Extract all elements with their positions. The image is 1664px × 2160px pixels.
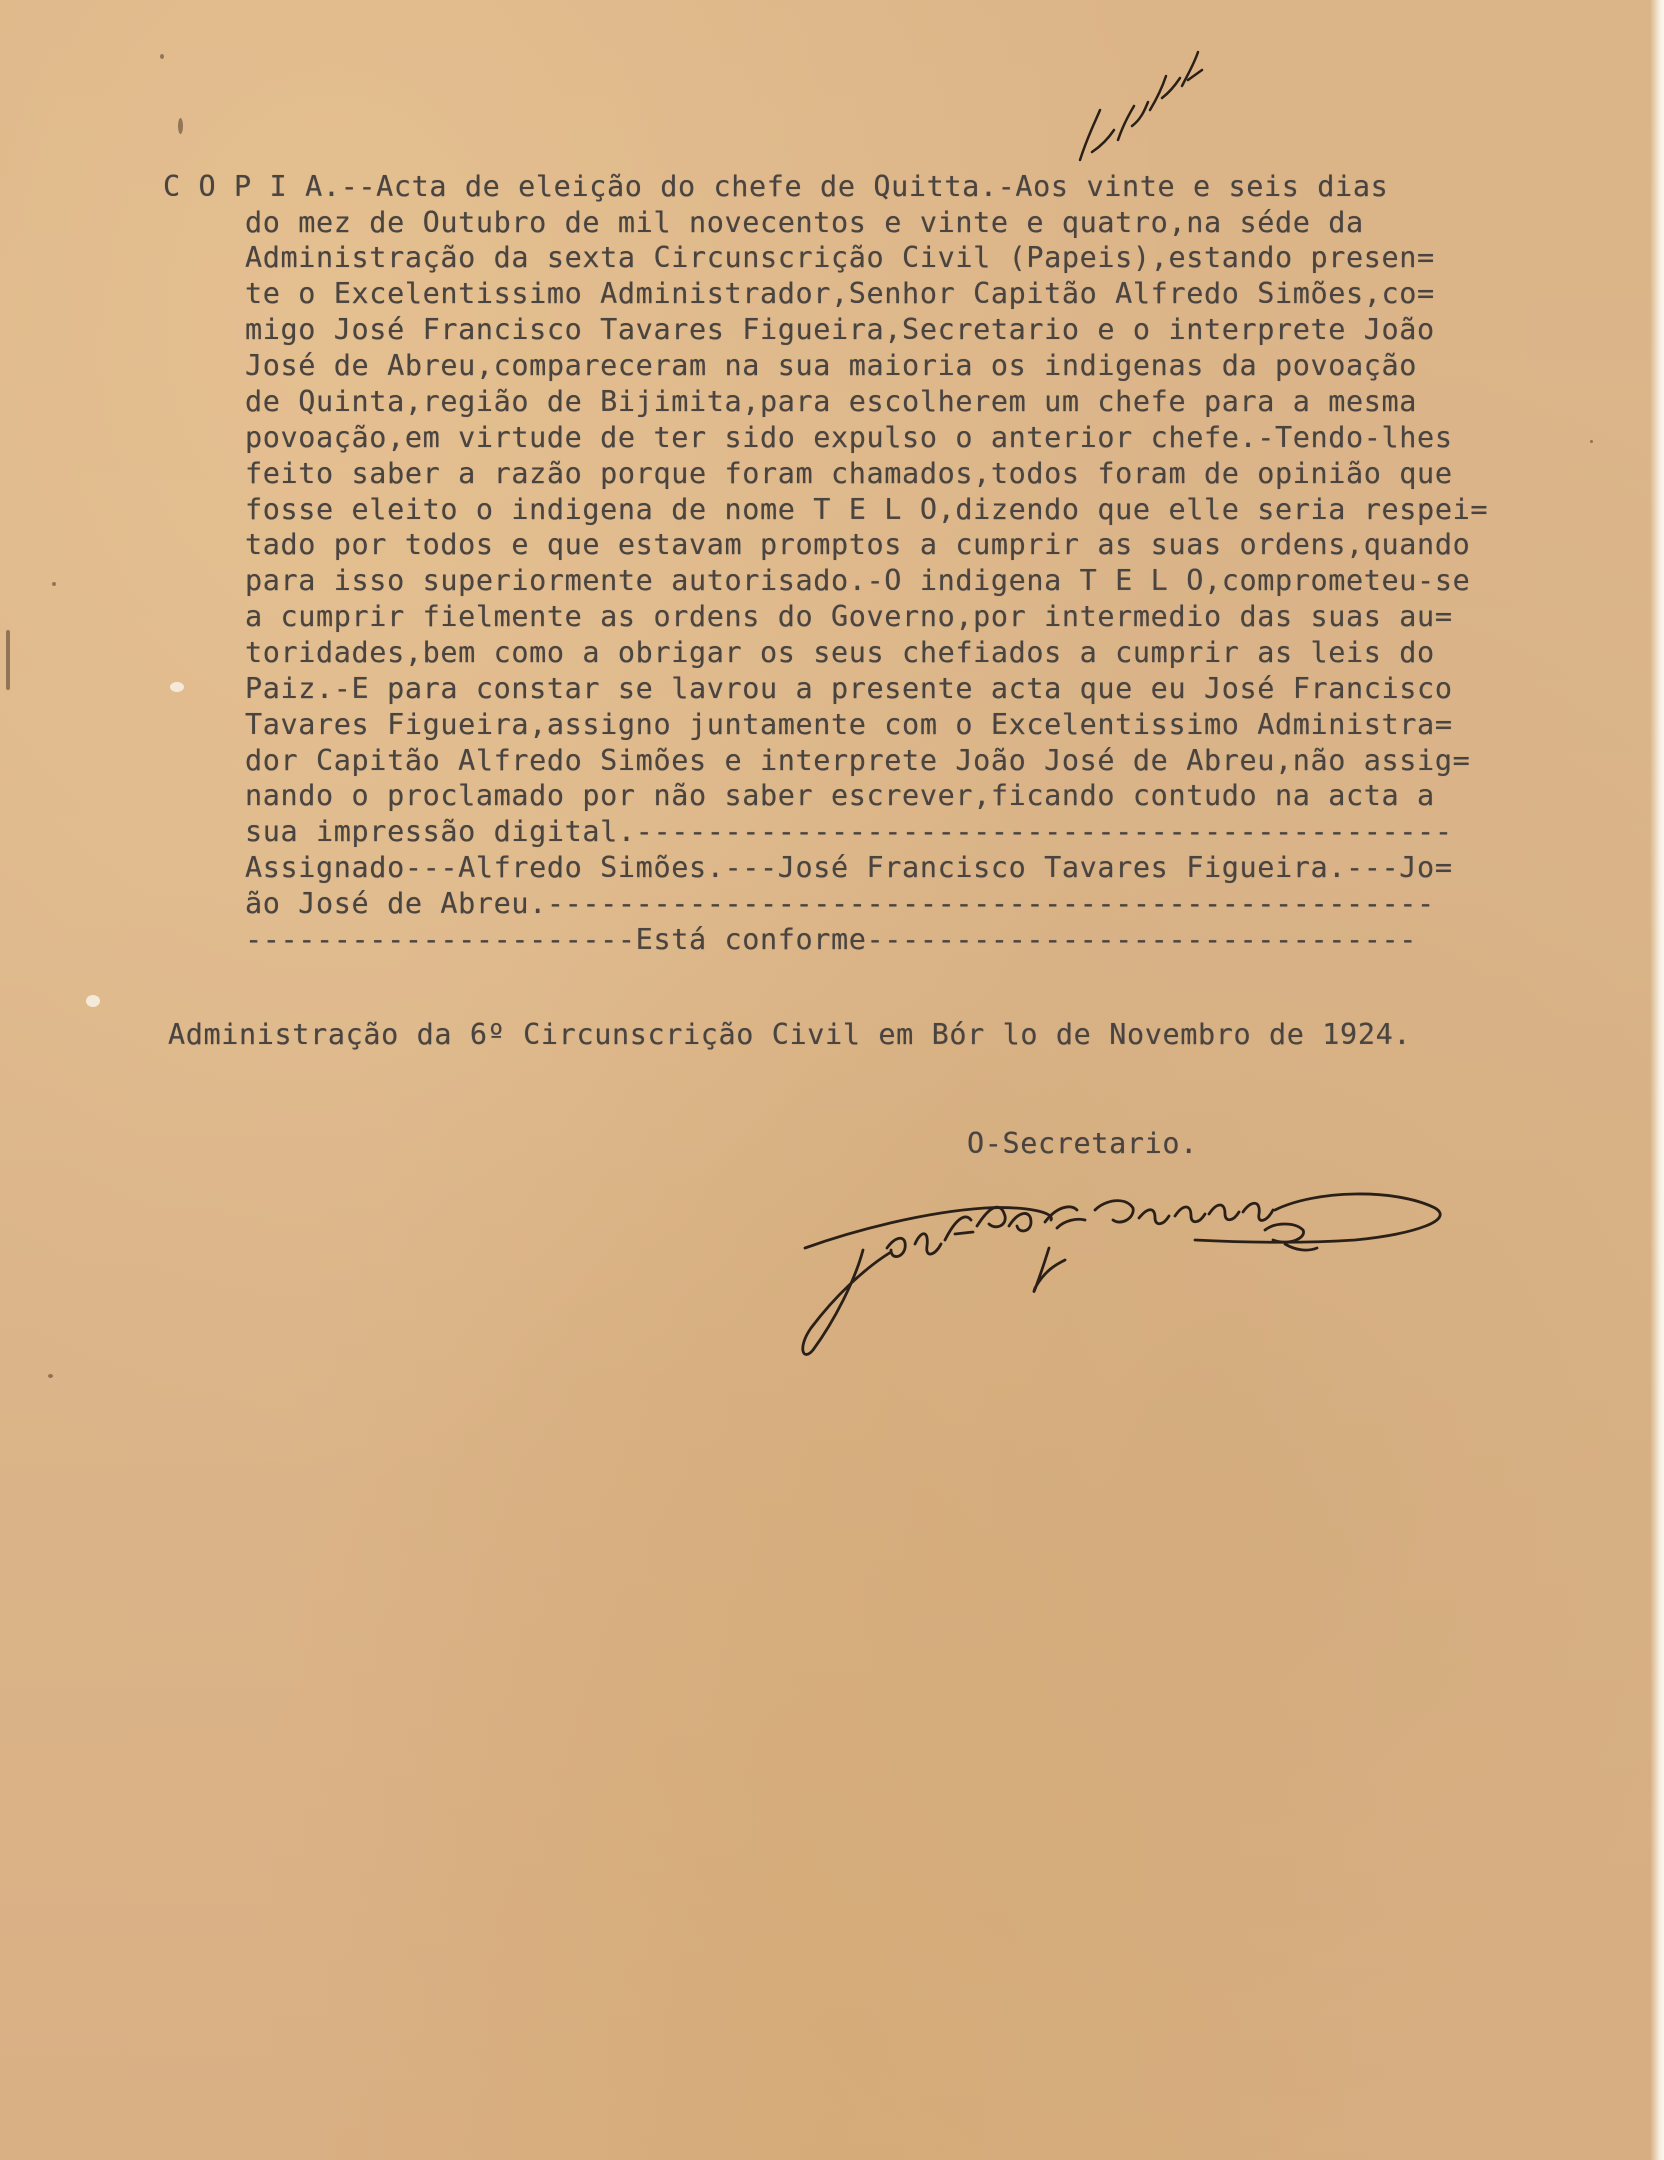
paper-speck [178, 118, 183, 134]
document-line-19: sua impressão digital.---------------------------------------------- [245, 815, 1453, 848]
document-line-4: te o Excelentissimo Administrador,Senhor Capitão Alfredo Simões,co= [245, 277, 1435, 310]
document-line-20: Assignado---Alfredo Simões.---José Francisco Tavares Figueira.---Jo= [245, 851, 1453, 884]
document-line-11: tado por todos e que estavam promptos a cumprir as suas ordens,quando [245, 528, 1471, 561]
paper-speck [86, 995, 100, 1007]
document-line-22: ----------------------Está conforme------------------------------- [245, 923, 1418, 956]
document-line-7: de Quinta,região de Bijimita,para escolherem um chefe para a mesma [245, 385, 1418, 418]
paper-speck [6, 630, 10, 690]
document-line-1: C O P I A.--Acta de eleição do chefe de Quitta.-Aos vinte e seis dias [163, 170, 1389, 203]
document-line-8: povoação,em virtude de ter sido expulso o anterior chefe.-Tendo-lhes [245, 421, 1453, 454]
document-line-17: dor Capitão Alfredo Simões e interprete João José de Abreu,não assig= [245, 744, 1471, 777]
document-line-12: para isso superiormente autorisado.-O indigena T E L O,comprometeu-se [245, 564, 1471, 597]
paper-speck [160, 54, 164, 59]
document-line-9: feito saber a razão porque foram chamados,todos foram de opinião que [245, 457, 1453, 490]
document-line-14: toridades,bem como a obrigar os seus chefiados a cumprir as leis do [245, 636, 1435, 669]
document-line-21: ão José de Abreu.-------------------------------------------------- [245, 887, 1435, 920]
document-line-5: migo José Francisco Tavares Figueira,Secretario e o interprete João [245, 313, 1435, 346]
page-edge [1650, 0, 1664, 2160]
place-and-date: Administração da 6º Circunscrição Civil em Bór lo de Novembro de 1924. [168, 1018, 1412, 1051]
document-line-16: Tavares Figueira,assigno juntamente com o Excelentissimo Administra= [245, 708, 1453, 741]
document-line-10: fosse eleito o indigena de nome T E L O,dizendo que elle seria respei= [245, 493, 1489, 526]
closing-secretary: O-Secretario. [967, 1127, 1198, 1160]
document-line-6: José de Abreu,compareceram na sua maioria os indigenas da povoação [245, 349, 1418, 382]
document-line-13: a cumprir fielmente as ordens do Governo,por intermedio das suas au= [245, 600, 1453, 633]
document-line-2: do mez de Outubro de mil novecentos e vinte e quatro,na séde da [245, 206, 1364, 239]
paper-speck [170, 682, 184, 692]
handwritten-margin-note [1070, 40, 1220, 170]
paper-speck [48, 1374, 53, 1378]
document-line-18: nando o proclamado por não saber escrever,ficando contudo na acta a [245, 779, 1435, 812]
paper-speck [52, 582, 56, 586]
document-line-15: Paiz.-E para constar se lavrou a presente acta que eu José Francisco [245, 672, 1453, 705]
handwritten-signature [795, 1160, 1455, 1360]
paper-speck [1590, 440, 1593, 443]
document-line-3: Administração da sexta Circunscrição Civil (Papeis),estando presen= [245, 241, 1435, 274]
